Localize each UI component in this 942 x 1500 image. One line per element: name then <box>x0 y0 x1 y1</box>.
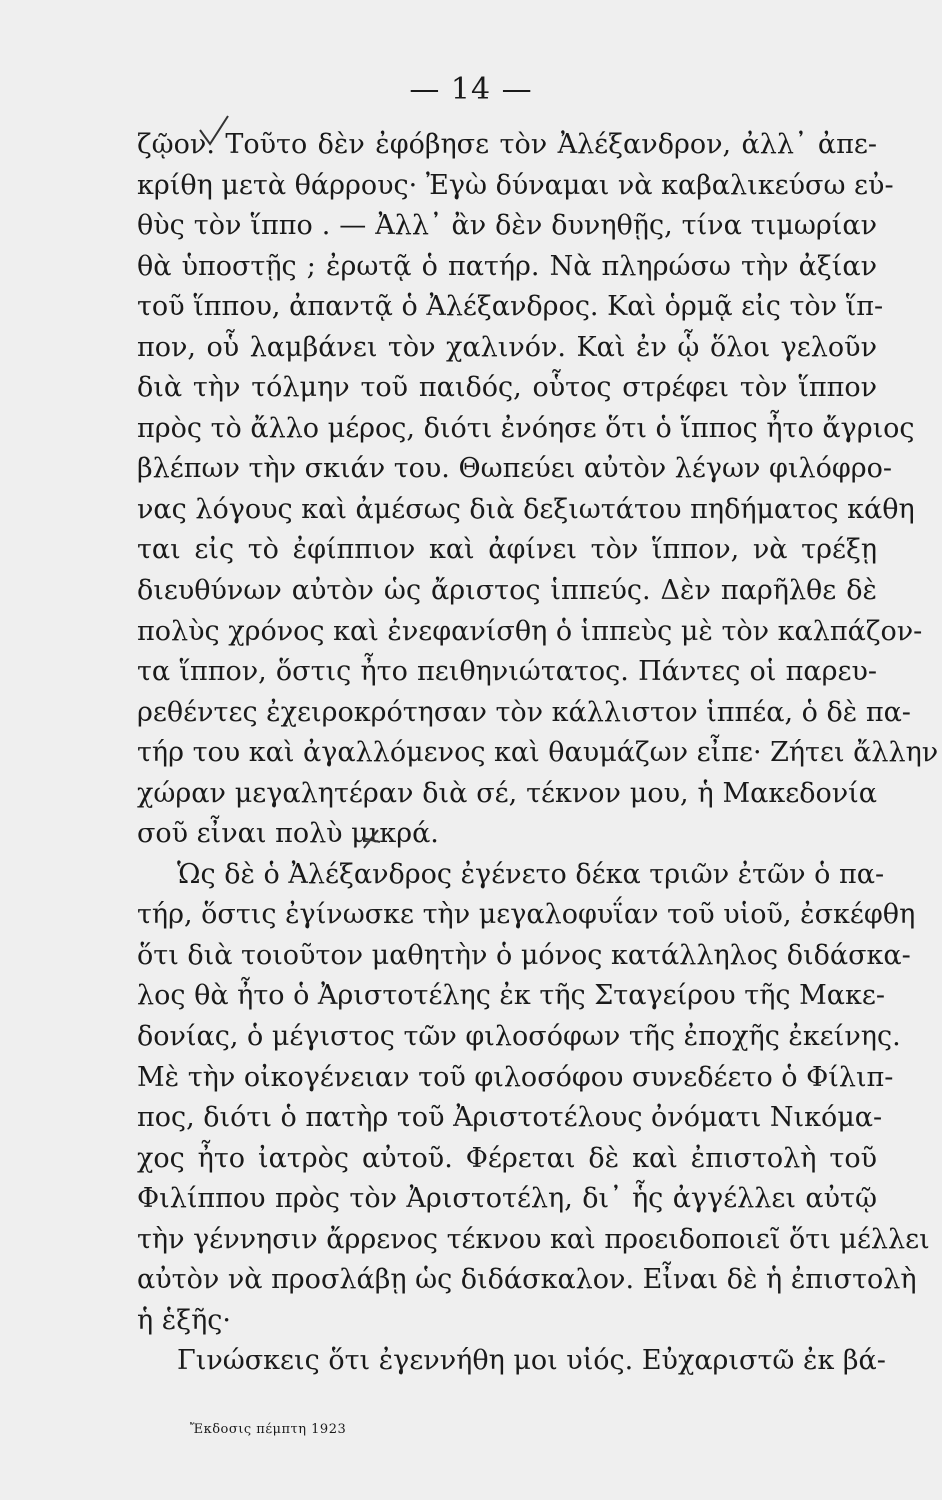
text-line: λος θὰ ἦτο ὁ Ἀριστοτέλης ἐκ τῆς Σταγείρου τῆς Μακε- <box>137 980 885 1012</box>
text-line: πος, διότι ὁ πατὴρ τοῦ Ἀριστοτέλους ὀνόματι Νικόμα- <box>137 1102 883 1134</box>
text-line-paragraph-end: σοῦ εἶναι πολὺ μικρά. <box>137 818 439 850</box>
text-line: πολὺς χρόνος καὶ ἐνεφανίσθη ὁ ἱππεὺς μὲ τὸν καλπάζον- <box>137 615 923 647</box>
text-line: νας λόγους καὶ ἀμέσως διὰ δεξιωτάτου πηδήματος κάθη <box>137 493 915 525</box>
text-line-paragraph-start: Ὡς δὲ ὁ Ἀλέξανδρος ἐγένετο δέκα τριῶν ἐτῶν ὁ πα- <box>177 858 885 890</box>
pencil-cross-mark-icon <box>358 826 384 852</box>
text-line: τήρ, ὅστις ἐγίνωσκε τὴν μεγαλοφυΐαν τοῦ υἱοῦ, ἐσκέφθη <box>137 899 916 931</box>
text-line: βλέπων τὴν σκιάν του. Θωπεύει αὐτὸν λέγων φιλόφρο- <box>137 453 893 485</box>
page-number: — 14 — <box>409 72 533 107</box>
text-line: θὺς τὸν ἵππο . — Ἀλλ᾽ ἂν δὲν δυνηθῇς, τίνα τιμωρίαν <box>137 210 877 242</box>
text-line: χος ἦτο ἰατρὸς αὐτοῦ. Φέρεται δὲ καὶ ἐπιστολὴ τοῦ <box>137 1142 877 1174</box>
text-line: πρὸς τὸ ἄλλο μέρος, διότι ἐνόησε ὅτι ὁ ἵππος ἦτο ἄγριος <box>137 412 915 444</box>
text-line: διευθύνων αὐτὸν ὡς ἄριστος ἱππεύς. Δὲν παρῆλθε δὲ <box>137 575 877 607</box>
text-line: Μὲ τὴν οἰκογένειαν τοῦ φιλοσόφου συνεδέετο ὁ Φίλιπ- <box>137 1061 894 1093</box>
text-line: θὰ ὑποστῇς ; ἐρωτᾷ ὁ πατήρ. Νὰ πληρώσω τὴν ἀξίαν <box>137 250 877 282</box>
text-line: ται εἰς τὸ ἐφίππιον καὶ ἀφίνει τὸν ἵππον, νὰ τρέξῃ <box>137 534 877 566</box>
text-line: τὴν γέννησιν ἄρρενος τέκνου καὶ προειδοποιεῖ ὅτι μέλλει <box>137 1223 930 1255</box>
text-line: πον, οὗ λαμβάνει τὸν χαλινόν. Καὶ ἐν ᾧ ὅλοι γελοῦν <box>137 331 877 363</box>
text-line-paragraph-end: ἡ ἑξῆς· <box>137 1304 231 1336</box>
pencil-check-mark-icon <box>196 112 236 152</box>
text-line: διὰ τὴν τόλμην τοῦ παιδός, οὗτος στρέφει τὸν ἵππον <box>137 372 877 404</box>
text-line: δονίας, ὁ μέγιστος τῶν φιλοσόφων τῆς ἐποχῆς ἐκείνης. <box>137 1021 901 1053</box>
edition-note: Ἔκδοσις πέμπτη 1923 <box>190 1422 347 1437</box>
text-line: τα ἵππον, ὅστις ἦτο πειθηνιώτατος. Πάντες οἱ παρευ- <box>137 656 877 688</box>
text-line: τήρ του καὶ ἀγαλλόμενος καὶ θαυμάζων εἶπε· Ζήτει ἄλλην <box>137 737 939 769</box>
text-line: Φιλίππου πρὸς τὸν Ἀριστοτέλη, δι᾽ ἧς ἀγγέλλει αὐτῷ <box>137 1183 877 1215</box>
text-line: αὐτὸν νὰ προσλάβῃ ὡς διδάσκαλον. Εἶναι δὲ ἡ ἐπιστολὴ <box>137 1264 917 1296</box>
text-line: ρεθέντες ἐχειροκρότησαν τὸν κάλλιστον ἱππέα, ὁ δὲ πα- <box>137 696 911 728</box>
body-text <box>137 125 939 1382</box>
text-line: χώραν μεγαλητέραν διὰ σέ, τέκνον μου, ἡ Μακεδονία <box>137 777 877 809</box>
text-line: κρίθη μετὰ θάρρους· Ἐγὼ δύναμαι νὰ καβαλικεύσω εὐ- <box>137 169 894 201</box>
text-line-paragraph-start: Γινώσκεις ὅτι ἐγεννήθη μοι υἱός. Εὐχαριστῶ ἐκ βά- <box>177 1345 886 1377</box>
text-line: ὅτι διὰ τοιοῦτον μαθητὴν ὁ μόνος κατάλληλος διδάσκα- <box>137 939 911 971</box>
text-line: τοῦ ἵππου, ἀπαντᾷ ὁ Ἀλέξανδρος. Καὶ ὁρμᾷ εἰς τὸν ἵπ- <box>137 291 884 323</box>
text-line: ζῷον. Τοῦτο δὲν ἐφόβησε τὸν Ἀλέξανδρον, ἀλλ᾽ ἀπε- <box>137 129 877 160</box>
